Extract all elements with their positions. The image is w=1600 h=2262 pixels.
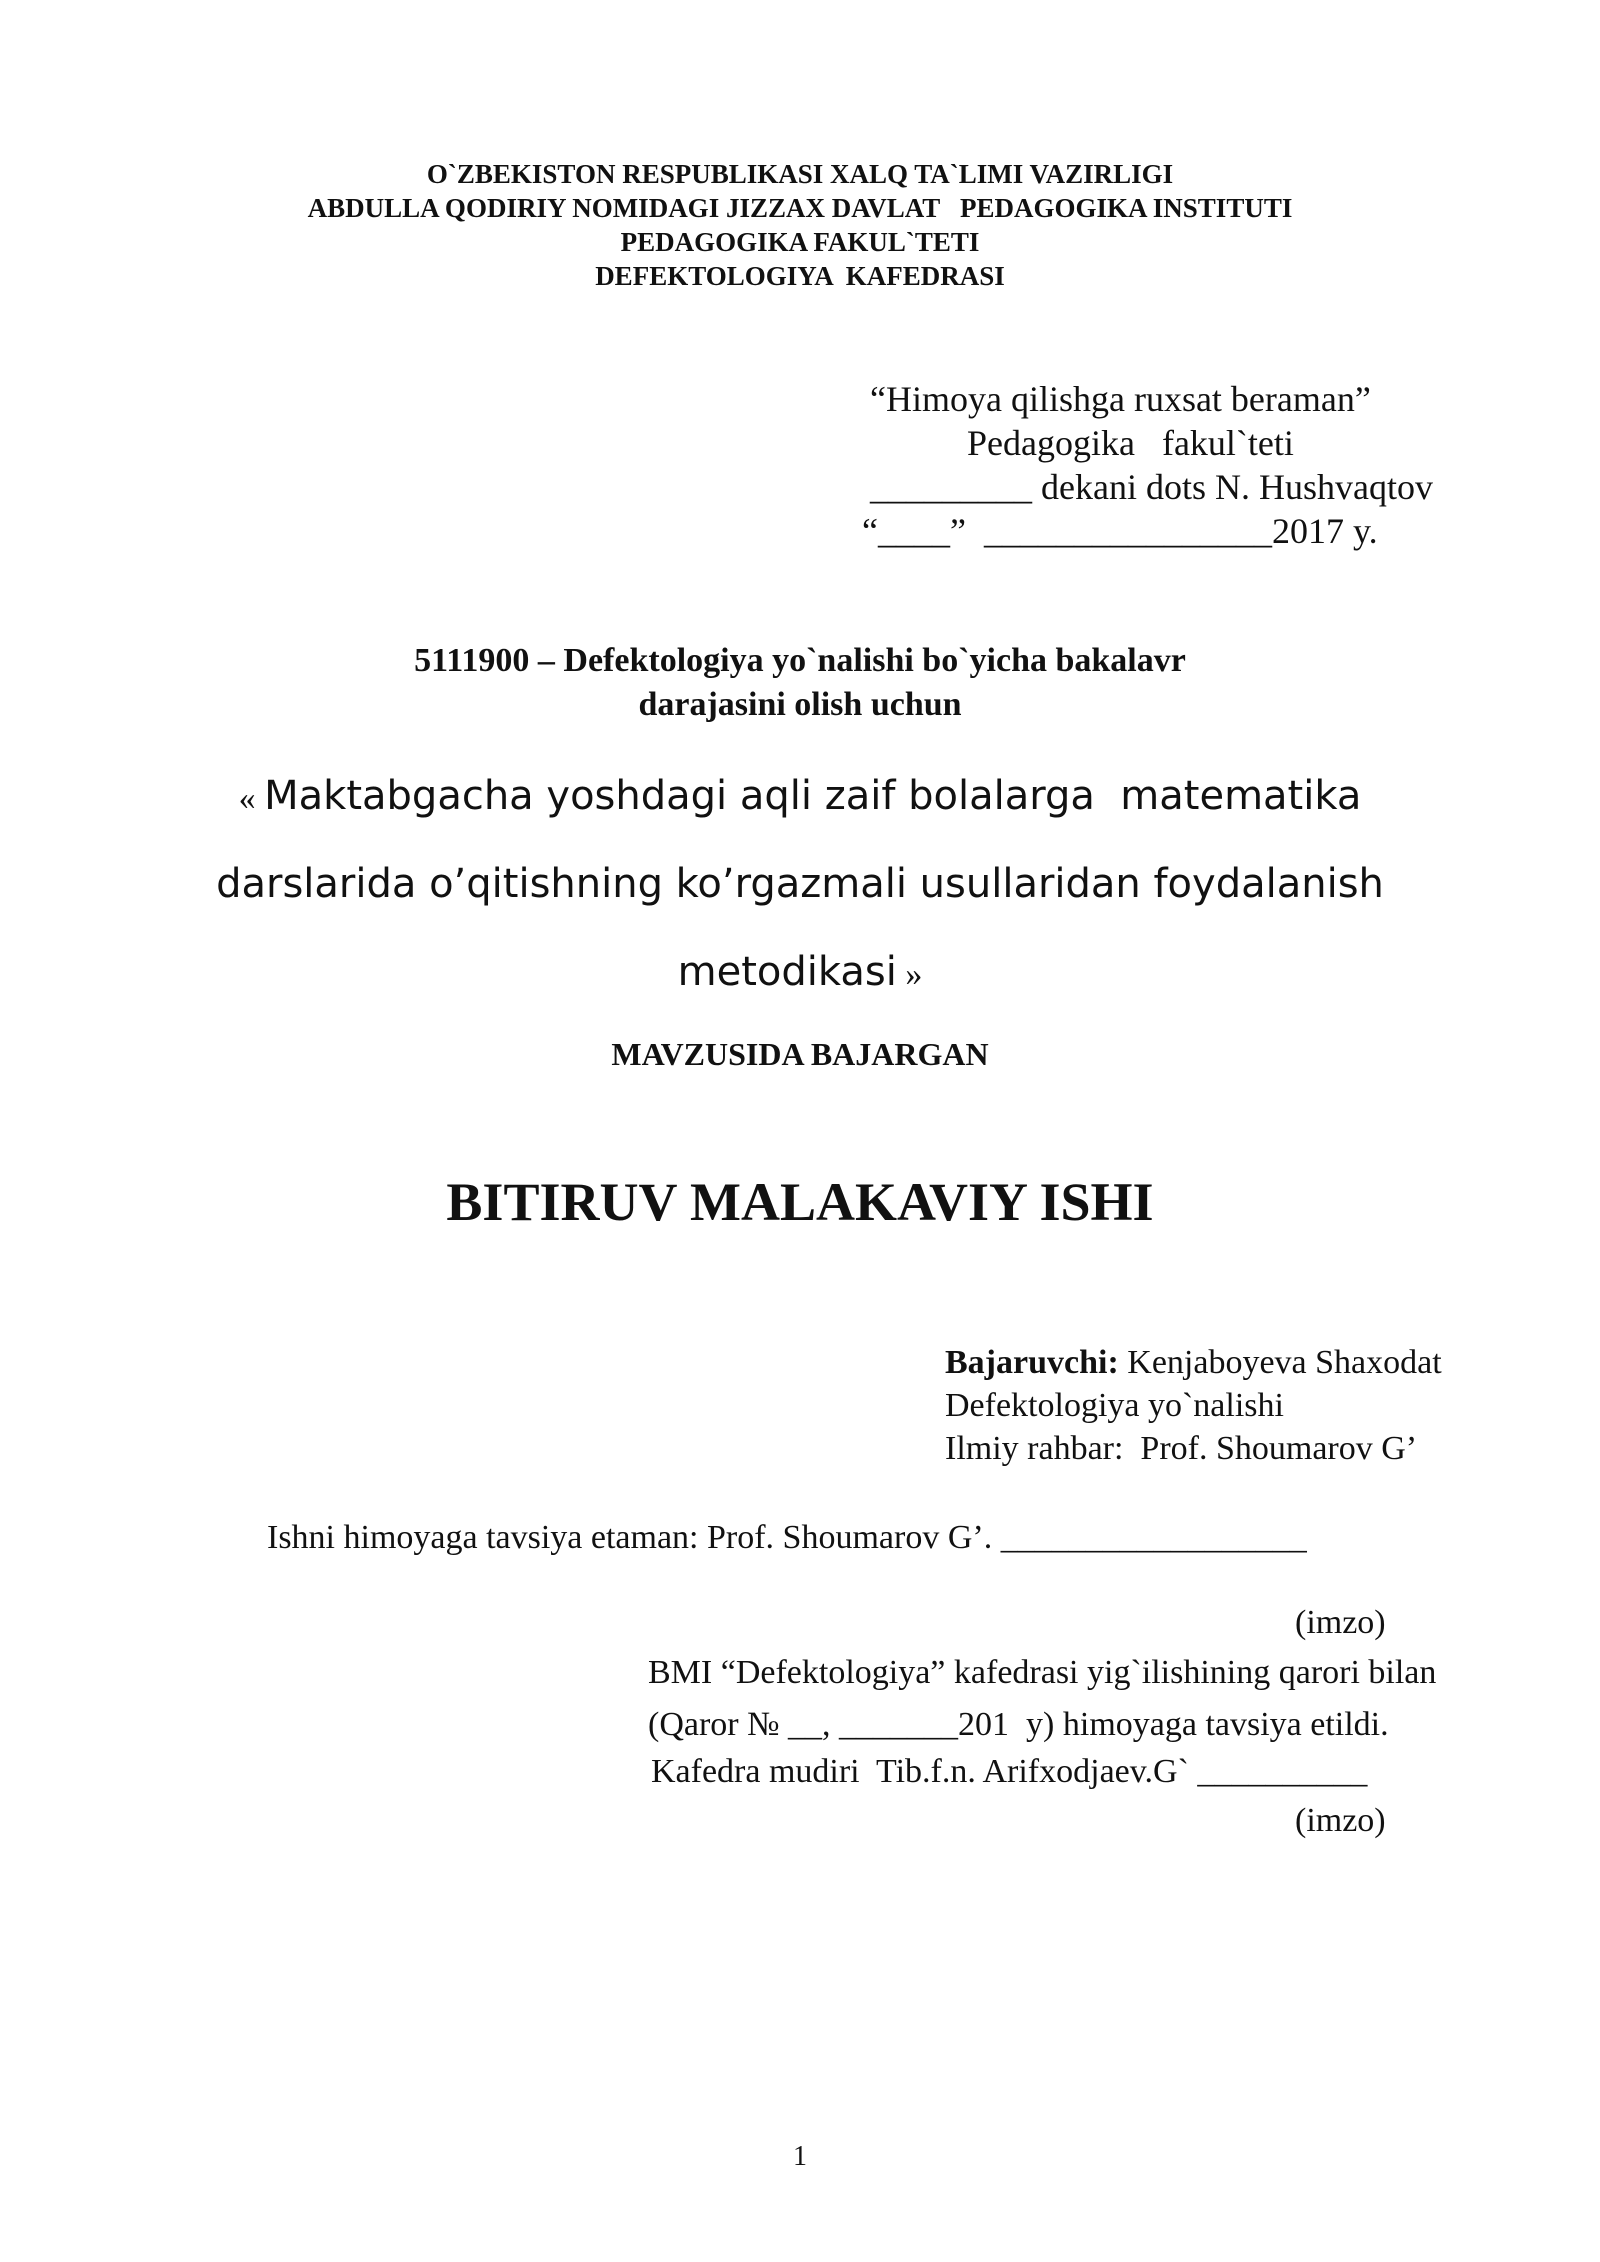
approval-dean: _________ dekani dots N. Hushvaqtov xyxy=(870,467,1433,507)
approval-permission: “Himoya qilishga ruxsat beraman” xyxy=(870,379,1371,419)
document-title: BITIRUV MALAKAVIY ISHI xyxy=(446,1172,1154,1232)
topic-line-1 xyxy=(0,772,1600,823)
recommendation-line: Ishni himoyaga tavsiya etaman: Prof. Shoumarov G’. __________________ xyxy=(267,1519,1307,1556)
page-number: 1 xyxy=(793,2141,807,2172)
meeting-decision-line-1: BMI “Defektologiya” kafedrasi yig`ilishining qarori bilan xyxy=(648,1654,1437,1691)
meeting-decision-line-2: (Qaror № __, _______201 y) himoyaga tavsiya etildi. xyxy=(648,1706,1389,1743)
topic-line-3 xyxy=(0,948,1600,999)
topic-close-quote: » xyxy=(896,956,923,993)
header-faculty: PEDAGOGIKA FAKUL`TETI xyxy=(620,227,980,257)
department-head-line: Kafedra mudiri Tib.f.n. Arifxodjaev.G` __________ xyxy=(651,1753,1368,1790)
signature-caption-1: (imzo) xyxy=(1295,1604,1386,1641)
performer-direction: Defektologiya yo`nalishi xyxy=(945,1387,1284,1424)
degree-line-1: 5111900 – Defektologiya yo`nalishi bo`yicha bakalavr xyxy=(414,642,1186,679)
performer-label: Bajaruvchi: xyxy=(945,1344,1119,1381)
header-department: DEFEKTOLOGIYA KAFEDRASI xyxy=(595,261,1005,291)
performer-line xyxy=(945,1342,1442,1384)
header-institute: ABDULLA QODIRIY NOMIDAGI JIZZAX DAVLAT PEDAGOGIKA INSTITUTI xyxy=(307,193,1293,223)
performer-name: Kenjaboyeva Shaxodat xyxy=(1118,1344,1442,1381)
topic-open-quote: « xyxy=(238,780,265,817)
topic-line-2: darslarida o’qitishning ko’rgazmali usullaridan foydalanish xyxy=(216,861,1384,907)
degree-line-2: darajasini olish uchun xyxy=(638,686,962,723)
topic-line-3-text: metodikasi xyxy=(677,949,897,995)
header-ministry: O`ZBEKISTON RESPUBLIKASI XALQ TA`LIMI VAZIRLIGI xyxy=(426,159,1174,189)
approval-date: “____” ________________2017 y. xyxy=(862,511,1378,551)
topic-line-1-text: Maktabgacha yoshdagi aqli zaif bolalarga matematika xyxy=(264,773,1362,819)
mavzusida-label: MAVZUSIDA BAJARGAN xyxy=(611,1036,989,1072)
signature-caption-2: (imzo) xyxy=(1295,1802,1386,1839)
approval-faculty: Pedagogika fakul`teti xyxy=(967,423,1294,463)
performer-advisor: Ilmiy rahbar: Prof. Shoumarov G’ xyxy=(945,1430,1418,1467)
